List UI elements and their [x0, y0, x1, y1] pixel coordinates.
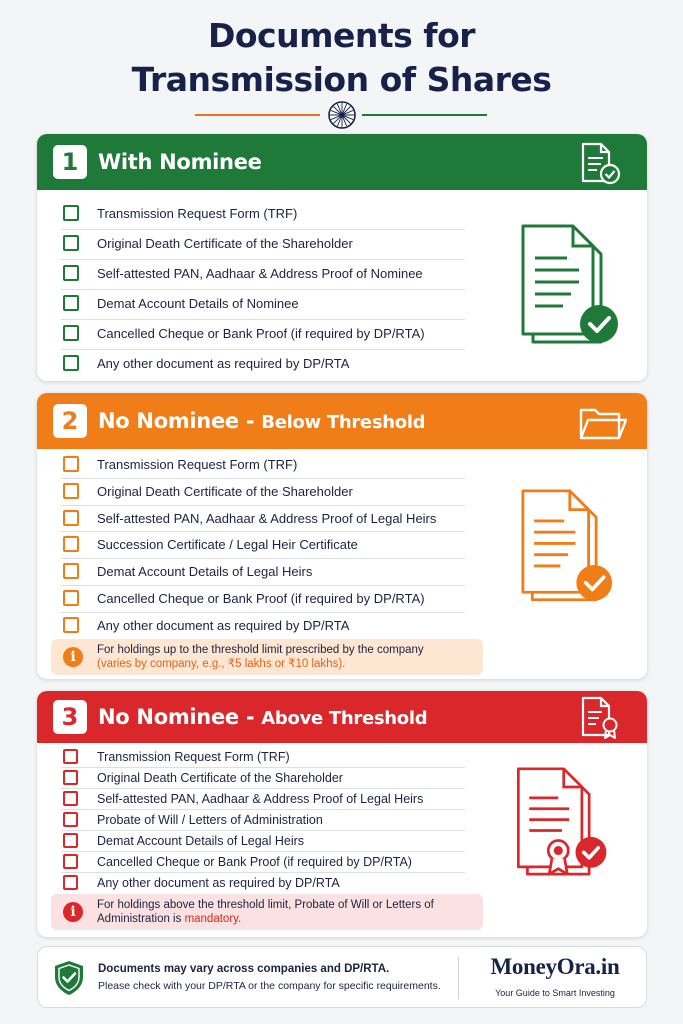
note-text: [97, 643, 424, 671]
section-header: [37, 691, 647, 743]
checked-document-icon: [577, 141, 621, 185]
checklist-item[interactable]: [61, 613, 465, 640]
note-text: [97, 898, 467, 926]
brand-tagline: Your Guide to Smart Investing: [495, 988, 615, 998]
checkbox[interactable]: [63, 295, 79, 311]
section-number: 2: [53, 404, 87, 438]
title-line-2: Transmission of Shares: [131, 60, 552, 99]
threshold-note: [51, 894, 483, 930]
section-with-nominee: [37, 134, 647, 381]
footer-divider: [458, 957, 459, 999]
section-title-text: No Nominee -: [98, 409, 262, 433]
title-line-1: Documents for: [207, 16, 476, 55]
checkbox[interactable]: [63, 235, 79, 251]
section-number: 1: [53, 145, 87, 179]
page-title: [0, 14, 683, 102]
checkbox[interactable]: [63, 617, 79, 633]
certificate-document-icon: [577, 695, 621, 739]
checklist-item[interactable]: [61, 290, 465, 320]
brand-logo[interactable]: MoneyOra.in: [490, 954, 620, 979]
footer-disclaimer-text: Please check with your DP/RTA or the company for specific requirements.: [98, 980, 441, 992]
checklist-item-label: Succession Certificate / Legal Heir Certificate: [97, 537, 358, 553]
checklist-item-label: Demat Account Details of Legal Heirs: [97, 564, 313, 580]
checklist-item[interactable]: [61, 831, 465, 852]
checklist-item-label: Any other document as required by DP/RTA: [97, 617, 350, 633]
checkbox[interactable]: [63, 325, 79, 341]
document-seal-check-icon: [511, 767, 611, 885]
section-title-text: With Nominee: [98, 150, 262, 174]
checkbox[interactable]: [63, 812, 78, 827]
checklist-item-label: Demat Account Details of Legal Heirs: [97, 834, 305, 848]
title-rule-right: [362, 114, 487, 116]
note-line: For holdings above the threshold limit, Probate of Will or Letters of Administration is: [97, 899, 434, 925]
checklist-item[interactable]: [61, 320, 465, 350]
checklist-item[interactable]: [61, 586, 465, 613]
checklist-item-label: Self-attested PAN, Aadhaar & Address Proof of Nominee: [97, 266, 423, 281]
checklist-item-label: Original Death Certificate of the Shareholder: [97, 771, 343, 785]
section-no-nominee-above-threshold: [37, 691, 647, 937]
document-check-icon: [515, 489, 619, 611]
document-check-icon: [515, 224, 625, 354]
checkbox[interactable]: [63, 749, 78, 764]
section-header: [37, 393, 647, 449]
checkbox[interactable]: [63, 536, 79, 552]
checklist-item-label: Transmission Request Form (TRF): [97, 206, 298, 221]
section-subtitle: Below Threshold: [261, 412, 426, 433]
note-highlight: mandatory.: [184, 913, 242, 925]
checkbox[interactable]: [63, 791, 78, 806]
checklist-item[interactable]: [61, 452, 465, 479]
note-highlight: (varies by company, e.g., ₹5 lakhs or ₹10 lakhs).: [97, 658, 346, 670]
checkbox[interactable]: [63, 355, 79, 371]
checklist-item-label: Transmission Request Form (TRF): [97, 750, 290, 764]
section-title-text: No Nominee -: [98, 705, 262, 729]
checkbox[interactable]: [63, 563, 79, 579]
checklist-item-label: Demat Account Details of Nominee: [97, 296, 299, 311]
checklist-item-label: Cancelled Cheque or Bank Proof (if required by DP/RTA): [97, 326, 425, 341]
checkbox[interactable]: [63, 590, 79, 606]
shield-check-icon: [52, 959, 86, 997]
checklist-item-label: Self-attested PAN, Aadhaar & Address Proof of Legal Heirs: [97, 510, 437, 526]
checklist-item[interactable]: [61, 230, 465, 260]
checkbox[interactable]: [63, 265, 79, 281]
checkbox[interactable]: [63, 854, 78, 869]
checkbox[interactable]: [63, 875, 78, 890]
checklist-item-label: Self-attested PAN, Aadhaar & Address Proof of Legal Heirs: [97, 792, 424, 806]
checkbox[interactable]: [63, 770, 78, 785]
checklist-item[interactable]: [61, 559, 465, 586]
section-subtitle: Above Threshold: [261, 708, 428, 729]
checkbox[interactable]: [63, 205, 79, 221]
checklist-item[interactable]: [61, 532, 465, 559]
checklist-item[interactable]: [61, 479, 465, 506]
threshold-note: [51, 639, 483, 675]
section-header: [37, 134, 647, 190]
section-title: [98, 691, 427, 745]
checklist-item[interactable]: [61, 768, 465, 789]
document-checklist: [61, 452, 465, 640]
checklist-item[interactable]: [61, 200, 465, 230]
title-rule-left: [195, 114, 320, 116]
document-checklist: [61, 200, 465, 380]
section-title: [98, 134, 262, 190]
checklist-item-label: Cancelled Cheque or Bank Proof (if required by DP/RTA): [97, 590, 425, 606]
ashoka-chakra-icon: [328, 101, 356, 129]
document-checklist: [61, 747, 465, 894]
checklist-item[interactable]: [61, 852, 465, 873]
info-icon: i: [63, 902, 83, 922]
info-icon: i: [63, 647, 83, 667]
checklist-item-label: Probate of Will / Letters of Administration: [97, 813, 323, 827]
checklist-item-label: Cancelled Cheque or Bank Proof (if required by DP/RTA): [97, 855, 412, 869]
checkbox[interactable]: [63, 456, 79, 472]
section-no-nominee-below-threshold: [37, 393, 647, 679]
footer-disclaimer-title: Documents may vary across companies and DP/RTA.: [98, 963, 390, 975]
section-number: 3: [53, 700, 87, 734]
checklist-item-label: Transmission Request Form (TRF): [97, 457, 298, 472]
checkbox[interactable]: [63, 483, 79, 499]
checklist-item-label: Any other document as required by DP/RTA: [97, 876, 340, 890]
folder-icon: [573, 400, 627, 444]
checklist-item[interactable]: [61, 789, 465, 810]
footer-panel: [37, 946, 647, 1008]
checklist-item-label: Original Death Certificate of the Shareholder: [97, 236, 353, 251]
checklist-item[interactable]: [61, 350, 465, 380]
checklist-item[interactable]: [61, 747, 465, 768]
note-line: For holdings up to the threshold limit prescribed by the company: [97, 644, 424, 656]
checkbox[interactable]: [63, 833, 78, 848]
checklist-item[interactable]: [61, 260, 465, 290]
checklist-item-label: Original Death Certificate of the Shareholder: [97, 483, 353, 499]
checkbox[interactable]: [63, 510, 79, 526]
checklist-item-label: Any other document as required by DP/RTA: [97, 356, 350, 371]
checklist-item[interactable]: [61, 810, 465, 831]
checklist-item[interactable]: [61, 873, 465, 894]
checklist-item[interactable]: [61, 506, 465, 533]
section-title: [98, 393, 425, 451]
